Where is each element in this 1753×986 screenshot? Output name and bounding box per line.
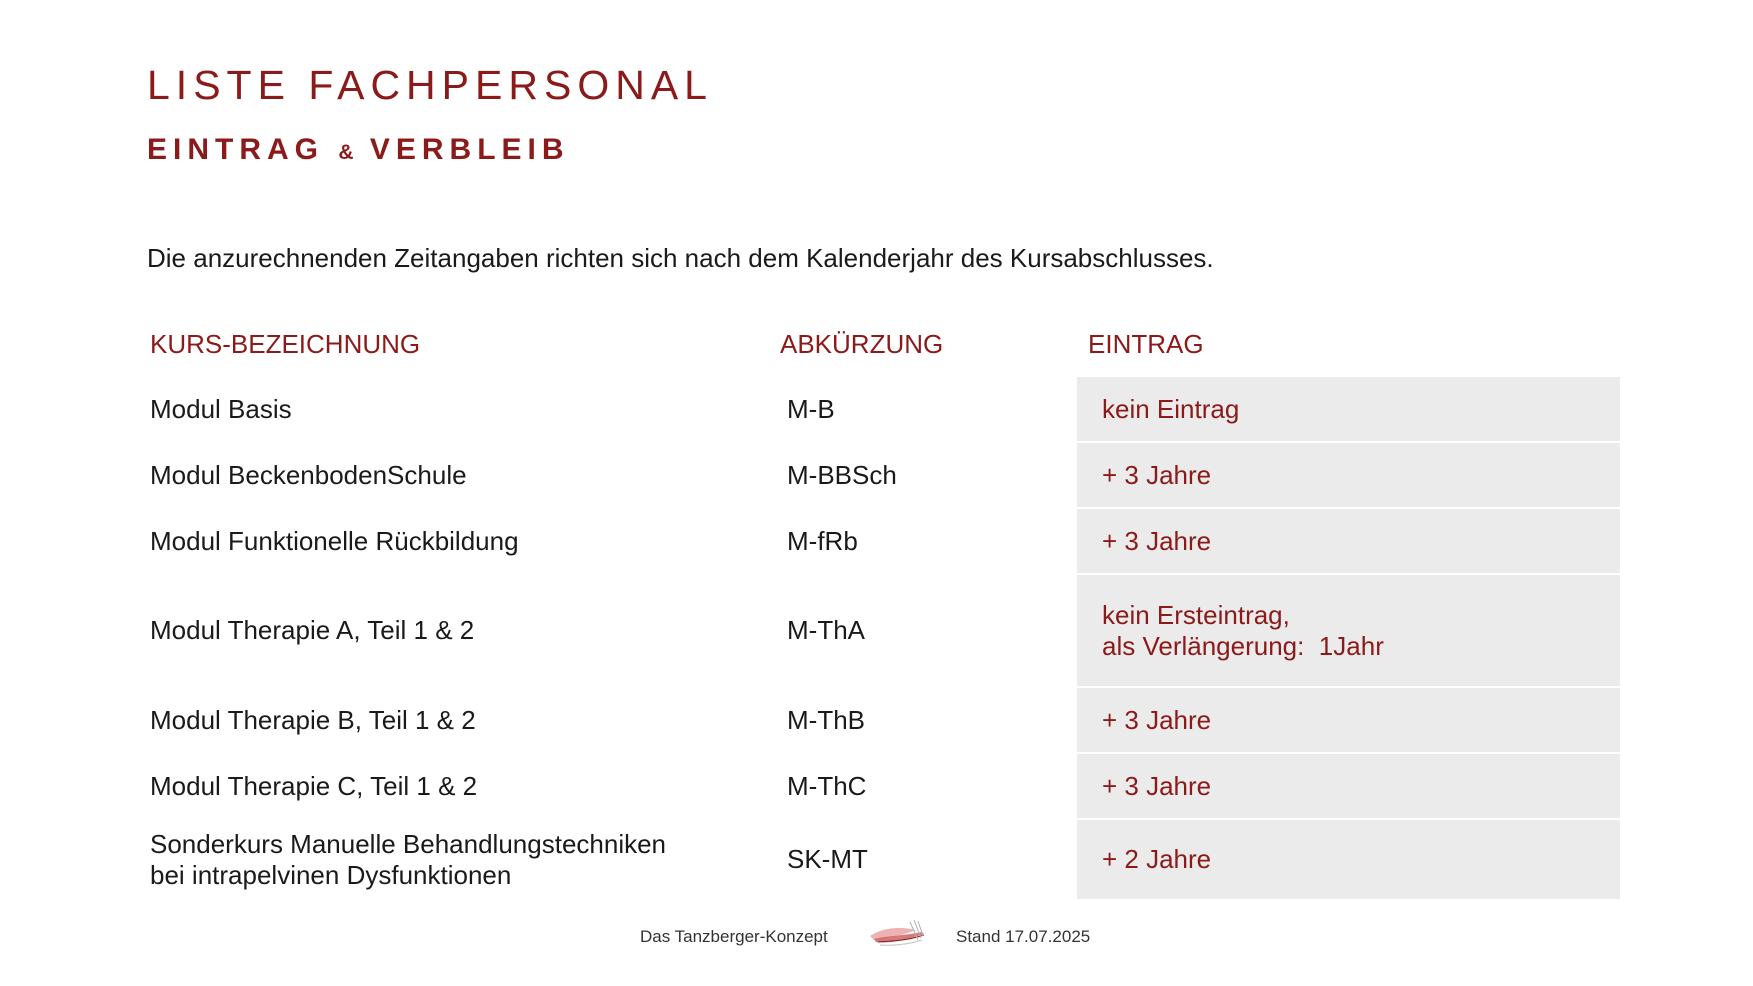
course-abbreviation-text: M-ThC xyxy=(787,770,867,801)
course-name-line: Modul BeckenbodenSchule xyxy=(150,459,467,490)
course-name-line: Modul Therapie C, Teil 1 & 2 xyxy=(150,770,478,801)
course-entry-text xyxy=(1102,460,1211,491)
course-name xyxy=(150,443,750,507)
course-entry xyxy=(1102,688,1602,752)
course-entry xyxy=(1102,443,1602,507)
course-name xyxy=(150,377,750,441)
course-entry-line: kein Ersteintrag, xyxy=(1102,599,1290,630)
course-name xyxy=(150,754,750,818)
course-name-text xyxy=(150,460,467,491)
course-entry xyxy=(1102,575,1602,686)
course-entry xyxy=(1102,509,1602,573)
course-abbreviation xyxy=(787,754,1027,818)
course-entry-text xyxy=(1102,394,1239,425)
course-abbreviation-text: M-B xyxy=(787,393,835,424)
course-entry-line: + 3 Jahre xyxy=(1102,459,1212,490)
course-entry-line: + 3 Jahre xyxy=(1102,525,1212,556)
footer-date: Stand 17.07.2025 xyxy=(956,927,1091,946)
course-name-line: Modul Basis xyxy=(150,393,292,424)
column-header-abbreviation: ABKÜRZUNG xyxy=(780,329,944,359)
course-entry-text xyxy=(1102,526,1211,557)
course-name xyxy=(150,820,750,899)
course-entry-line: kein Eintrag xyxy=(1102,393,1240,424)
course-name-line: Sonderkurs Manuelle Behandlungstechniken xyxy=(150,828,667,859)
course-entry-line: als Verlängerung: 1Jahr xyxy=(1102,630,1384,661)
course-entry-text xyxy=(1102,705,1211,736)
course-entry-text xyxy=(1102,844,1211,875)
course-abbreviation xyxy=(787,509,1027,573)
course-entry-text xyxy=(1102,771,1211,802)
course-name-text xyxy=(150,829,666,891)
course-abbreviation-text: SK-MT xyxy=(787,844,868,874)
subtitle-ampersand: & xyxy=(338,141,356,164)
course-name xyxy=(150,509,750,573)
column-header-course: KURS-BEZEICHNUNG xyxy=(150,329,421,359)
course-abbreviation xyxy=(787,688,1027,752)
course-abbreviation-text: M-fRb xyxy=(787,525,858,556)
course-entry-line: + 3 Jahre xyxy=(1102,770,1212,801)
course-entry-line: + 3 Jahre xyxy=(1102,704,1212,735)
course-name xyxy=(150,575,750,686)
course-name xyxy=(150,688,750,752)
course-abbreviation xyxy=(787,377,1027,441)
tanzberger-logo-icon xyxy=(866,914,928,950)
course-abbreviation-text: M-ThA xyxy=(787,615,865,645)
course-entry xyxy=(1102,820,1602,899)
course-name-text xyxy=(150,526,519,557)
course-abbreviation xyxy=(787,820,1027,899)
page-subtitle xyxy=(147,133,570,167)
course-abbreviation xyxy=(787,443,1027,507)
course-entry-text xyxy=(1102,600,1384,662)
course-entry xyxy=(1102,377,1602,441)
course-name-text xyxy=(150,394,292,425)
course-name-line: Modul Therapie A, Teil 1 & 2 xyxy=(150,615,475,645)
intro-text: Die anzurechnenden Zeitangaben richten sich nach dem Kalenderjahr des Kursabschlusses. xyxy=(147,243,1214,273)
course-abbreviation-text: M-ThB xyxy=(787,704,865,735)
course-name-text xyxy=(150,771,477,802)
course-name-text xyxy=(150,615,474,646)
course-entry xyxy=(1102,754,1602,818)
column-header-entry: EINTRAG xyxy=(1088,329,1204,359)
course-abbreviation xyxy=(787,575,1027,686)
course-entry-line: + 2 Jahre xyxy=(1102,844,1212,874)
course-name-line: Modul Therapie B, Teil 1 & 2 xyxy=(150,704,476,735)
subtitle-part1: EINTRAG xyxy=(147,133,324,166)
course-abbreviation-text: M-BBSch xyxy=(787,459,897,490)
footer-brand: Das Tanzberger-Konzept xyxy=(640,927,828,946)
subtitle-part2: VERBLEIB xyxy=(369,133,570,166)
course-name-line: bei intrapelvinen Dysfunktionen xyxy=(150,859,512,890)
course-name-line: Modul Funktionelle Rückbildung xyxy=(150,525,519,556)
page-title: LISTE FACHPERSONAL xyxy=(147,62,713,108)
course-name-text xyxy=(150,705,476,736)
